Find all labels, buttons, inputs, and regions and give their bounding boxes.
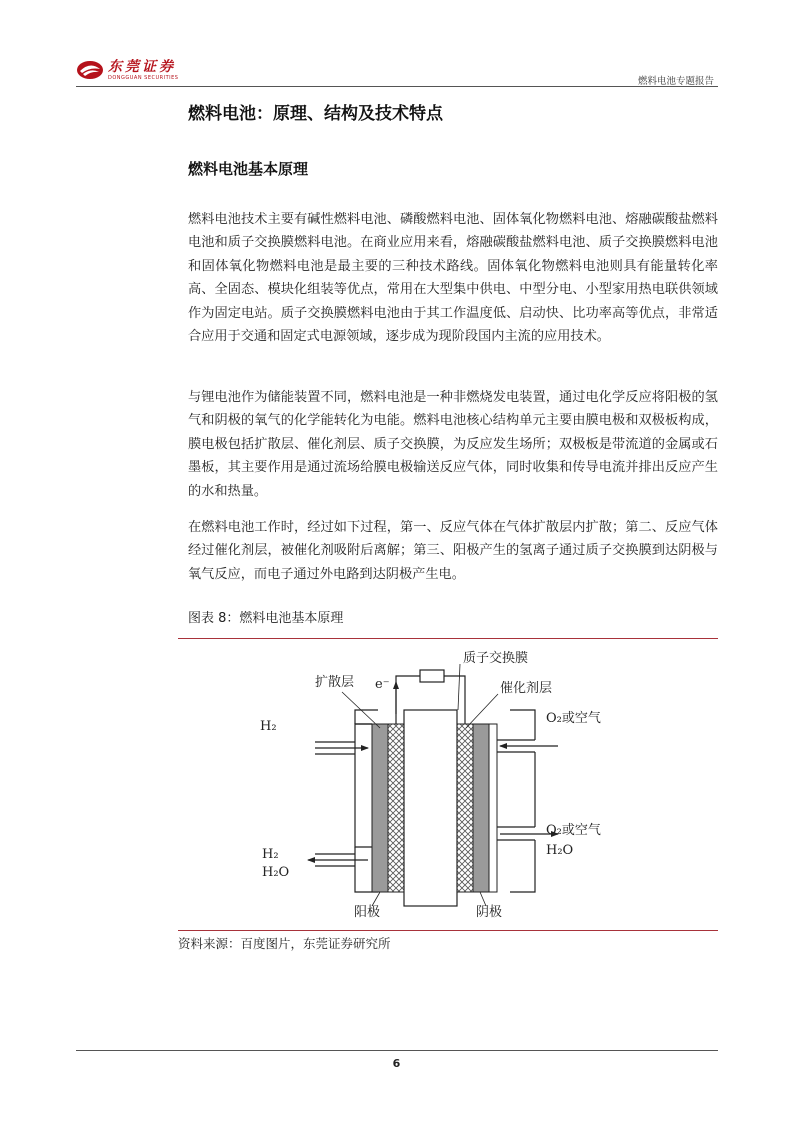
cathode-diffusion-layer: [473, 724, 489, 892]
anode-diffusion-layer: [372, 724, 388, 892]
page-number: 6: [392, 1057, 401, 1070]
membrane-label: 质子交换膜: [463, 651, 529, 666]
anode-label: 阳极: [354, 905, 381, 920]
logo-english-name: DONGGUAN SECURITIES: [108, 74, 179, 81]
h2-outlet-label: H₂: [262, 847, 279, 862]
proton-exchange-membrane: [404, 710, 457, 906]
paragraph-1: 燃料电池技术主要有碱性燃料电池、磷酸燃料电池、固体氧化物燃料电池、熔融碳酸盐燃料电池和质子交换膜燃料电池。在商业应用来看，熔融碳酸盐燃料电池、质子交换膜燃料电池和固体氧化物燃料电池是最主要的三种技术路线。固体氧化物燃料电池则具有能量转化率高、全固态、模块化组装等优点，常用在大型集中供电、中型分电、小型家用热电联供领域作为固定电站。质子交换膜燃料电池由于其工作温度低、启动快、比功率高等优点，非常适合应用于交通和固定式电源领域，逐步成为现阶段国内主流的应用技术。: [188, 212, 718, 345]
paragraph-2: 与锂电池作为储能装置不同，燃料电池是一种非燃烧发电装置，通过电化学反应将阳极的氢气和阴极的氧气的化学能转化为电能。燃料电池核心结构单元主要由膜电极和双极板构成，膜电极包括扩散层、催化剂层、质子交换膜，为反应发生场所；双极板是带流道的金属或石墨板，其主要作用是通过流场给膜电极输送反应气体，同时收集和传导电流并排出反应产生的水和热量。: [188, 390, 718, 499]
cathode-housing-bottom: [510, 840, 535, 892]
fuel-cell-svg: [260, 642, 630, 927]
o2-inlet-label: O₂或空气: [546, 711, 601, 726]
subsection-title: 燃料电池基本原理: [188, 160, 309, 178]
section-title: 燃料电池：原理、结构及技术特点: [188, 104, 443, 124]
footer-divider: [76, 1050, 718, 1051]
figure-caption: 图表 8：燃料电池基本原理: [188, 611, 344, 626]
company-logo: [76, 57, 178, 83]
electron-label: e⁻: [375, 677, 390, 692]
h2o-anode-outlet-label: H₂O: [262, 865, 290, 880]
figure-top-rule: [178, 638, 718, 639]
report-type-label: 燃料电池专题报告: [637, 76, 714, 87]
logo-emblem-icon: [76, 59, 104, 81]
o2-outlet-label: O₂或空气: [546, 823, 601, 838]
h2o-cathode-outlet-label: H₂O: [546, 843, 574, 858]
catalyst-layer-label: 催化剂层: [500, 681, 553, 696]
anode-catalyst-layer: [388, 724, 404, 892]
paragraph-3: 在燃料电池工作时，经过如下过程，第一、反应气体在气体扩散层内扩散；第二、反应气体经过催化剂层，被催化剂吸附后离解；第三、阳极产生的氢离子通过质子交换膜到达阴极与氧气反应，而电子通过外电路到达阴极产生电。: [188, 520, 718, 582]
logo-chinese-name: 东莞证券: [108, 58, 176, 75]
cathode-end-plate: [489, 724, 497, 892]
anode-housing-top: [355, 710, 378, 724]
h2-inlet-label: H₂: [260, 719, 277, 734]
diffusion-layer-label: 扩散层: [315, 675, 355, 690]
page-header: [76, 55, 718, 87]
cathode-housing-top: [510, 710, 535, 740]
cathode-label: 阴极: [476, 905, 503, 920]
figure-bottom-rule: [178, 930, 718, 931]
figure-source: 资料来源：百度图片，东莞证券研究所: [178, 936, 391, 951]
header-divider: [76, 86, 718, 87]
anode-housing: [355, 724, 372, 847]
fuel-cell-diagram: [260, 642, 630, 927]
cathode-catalyst-layer: [457, 724, 473, 892]
load-resistor: [420, 670, 444, 682]
